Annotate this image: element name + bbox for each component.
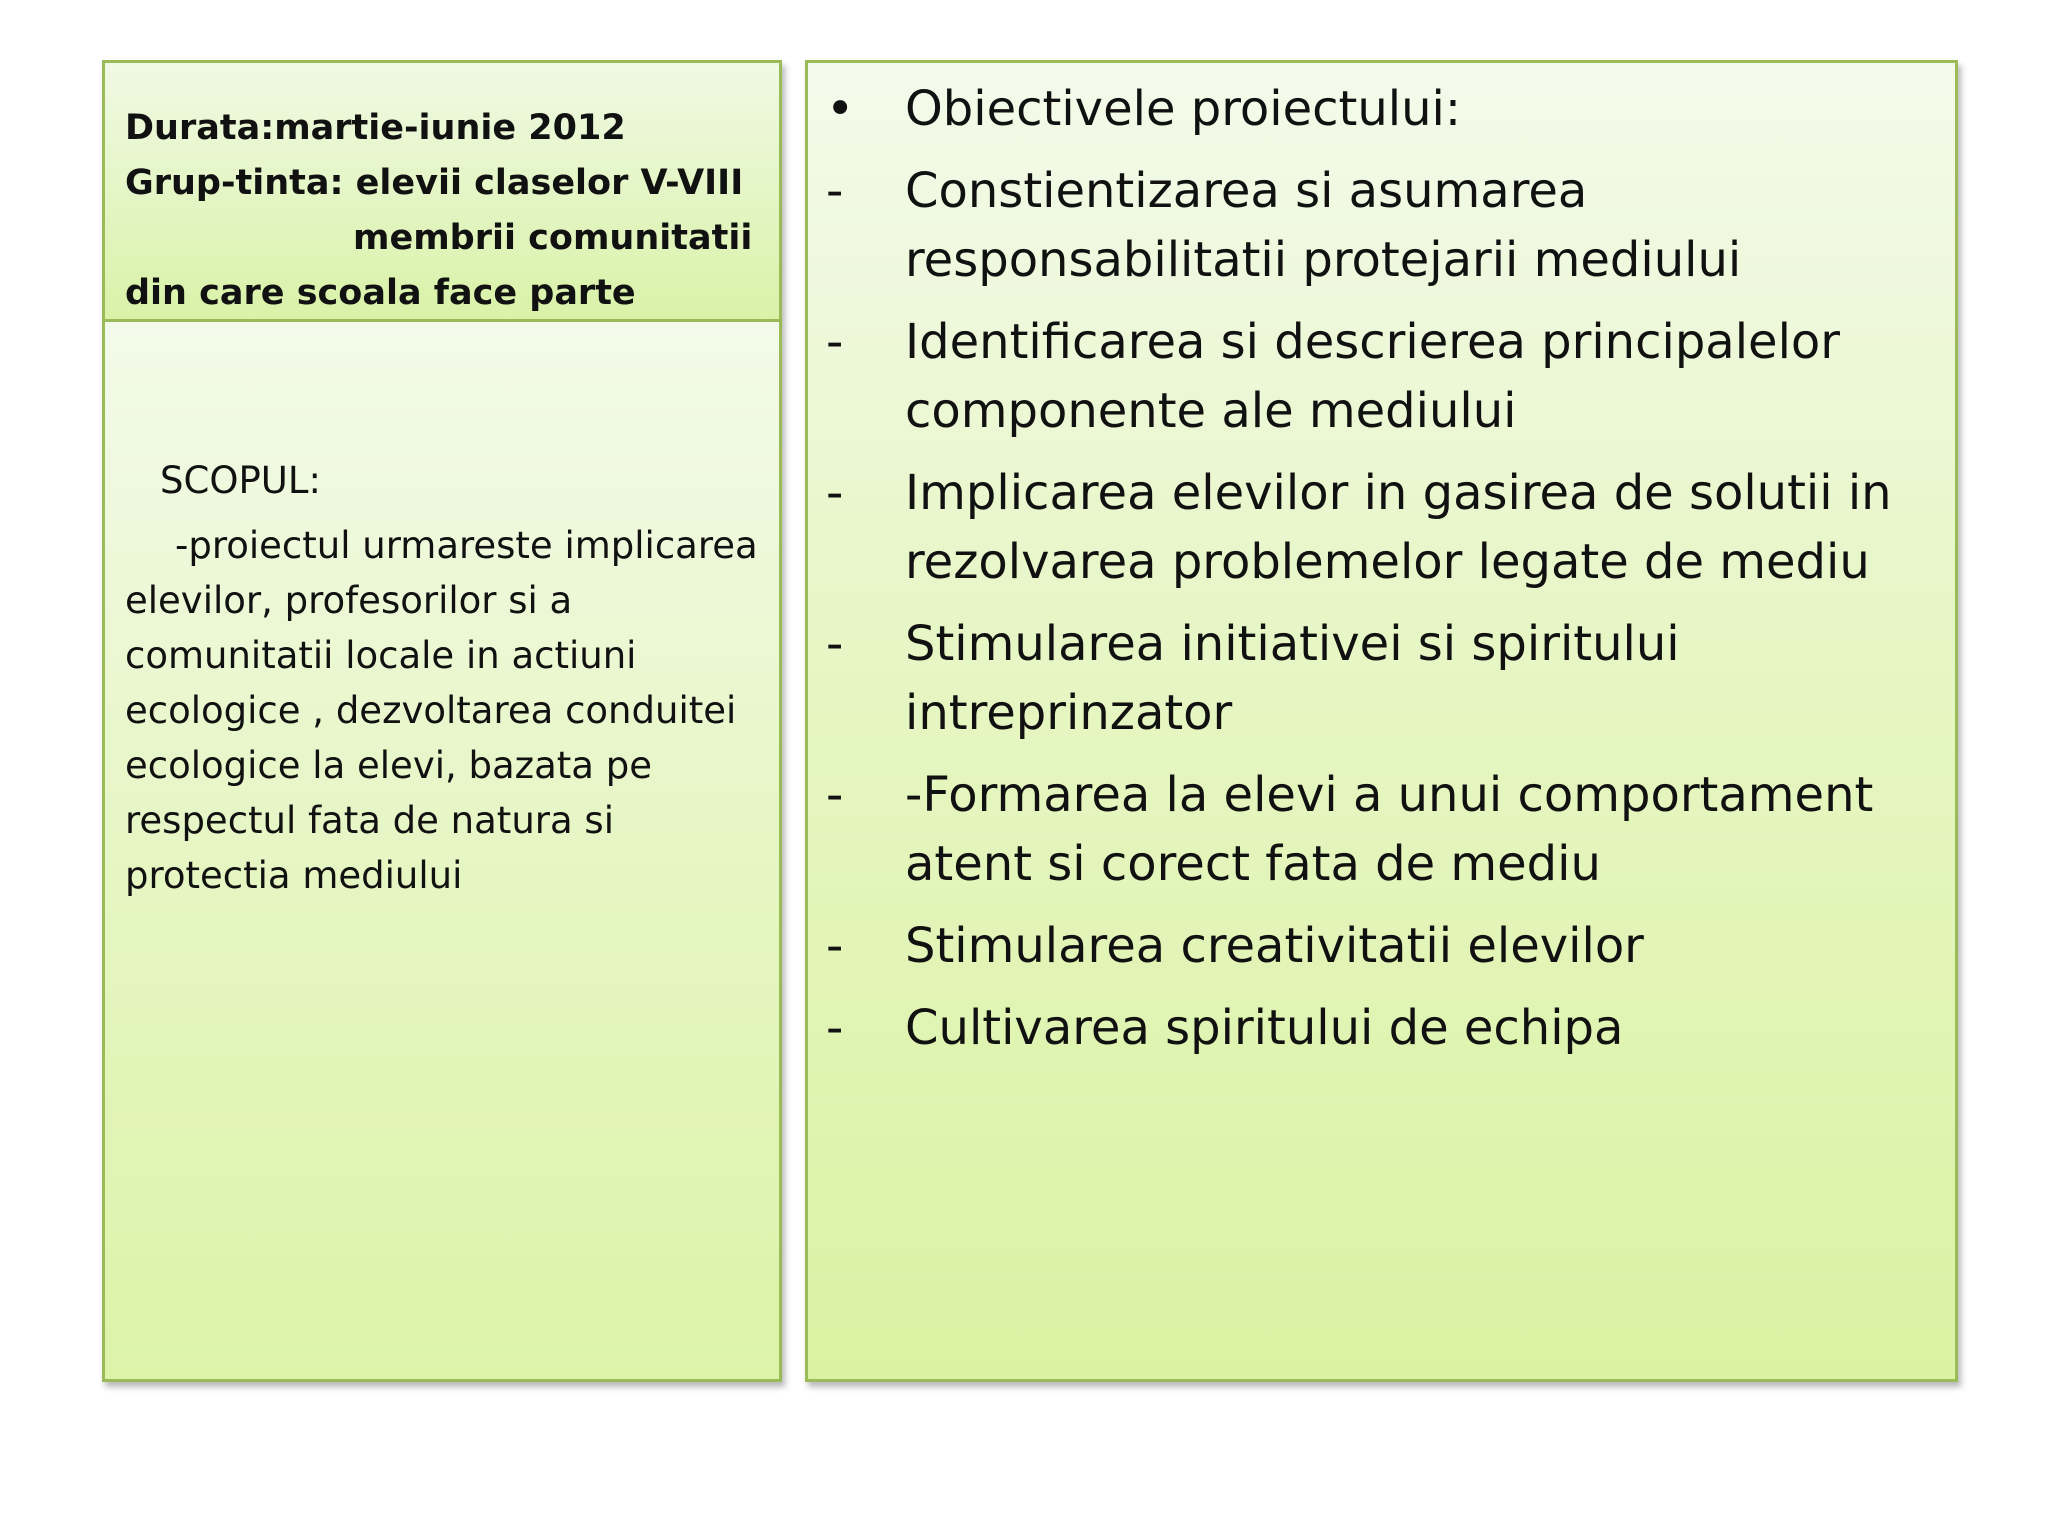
scope-text: -proiectul urmareste implicarea elevilor, profesorilor si a comunitatii locale in actiuni ecologice , dezvoltarea conduitei ecologice la elevi, bazata pe respectul fata de natura si protectia mediului — [125, 524, 758, 897]
objective-item — [808, 157, 1915, 295]
objective-text: Stimularea initiativei si spiritului intreprinzator — [905, 616, 1680, 741]
duration-text: Durata:martie-iunie 2012 — [125, 108, 626, 148]
project-info-box — [102, 60, 782, 322]
objectives-title: Obiectivele proiectului: — [905, 81, 1462, 137]
objectives-box — [805, 60, 1958, 1382]
dash-marker: - — [826, 1000, 844, 1056]
objective-item — [808, 761, 1915, 899]
objective-item — [808, 308, 1915, 446]
dash-marker: - — [826, 314, 844, 370]
dash-marker: - — [826, 918, 844, 974]
dash-marker: - — [826, 767, 844, 823]
target-group-text: Grup-tinta: elevii claselor V-VIII — [125, 163, 744, 203]
scope-title: SCOPUL: — [160, 459, 321, 502]
bullet-icon: • — [826, 81, 855, 137]
dash-marker: - — [826, 465, 844, 521]
objective-item — [808, 610, 1915, 748]
objective-text: Constientizarea si asumarea responsabilitatii protejarii mediului — [905, 163, 1742, 288]
objective-text: Cultivarea spiritului de echipa — [905, 1000, 1624, 1056]
objective-text: Implicarea elevilor in gasirea de solutii in rezolvarea problemelor legate de mediu — [905, 465, 1892, 590]
target-group-end-text: din care scoala face parte — [125, 273, 636, 313]
objective-item — [808, 994, 1915, 1063]
target-group-continued-text: membrii comunitatii — [353, 218, 753, 258]
objective-text: -Formarea la elevi a unui comportament atent si corect fata de mediu — [905, 767, 1874, 892]
objective-item — [808, 459, 1915, 597]
objective-text: Stimularea creativitatii elevilor — [905, 918, 1644, 974]
dash-marker: - — [826, 616, 844, 672]
dash-marker: - — [826, 163, 844, 219]
scope-box — [102, 322, 782, 1382]
objectives-heading — [808, 75, 1915, 144]
objective-item — [808, 912, 1915, 981]
objective-text: Identificarea si descrierea principalelor componente ale mediului — [905, 314, 1841, 439]
